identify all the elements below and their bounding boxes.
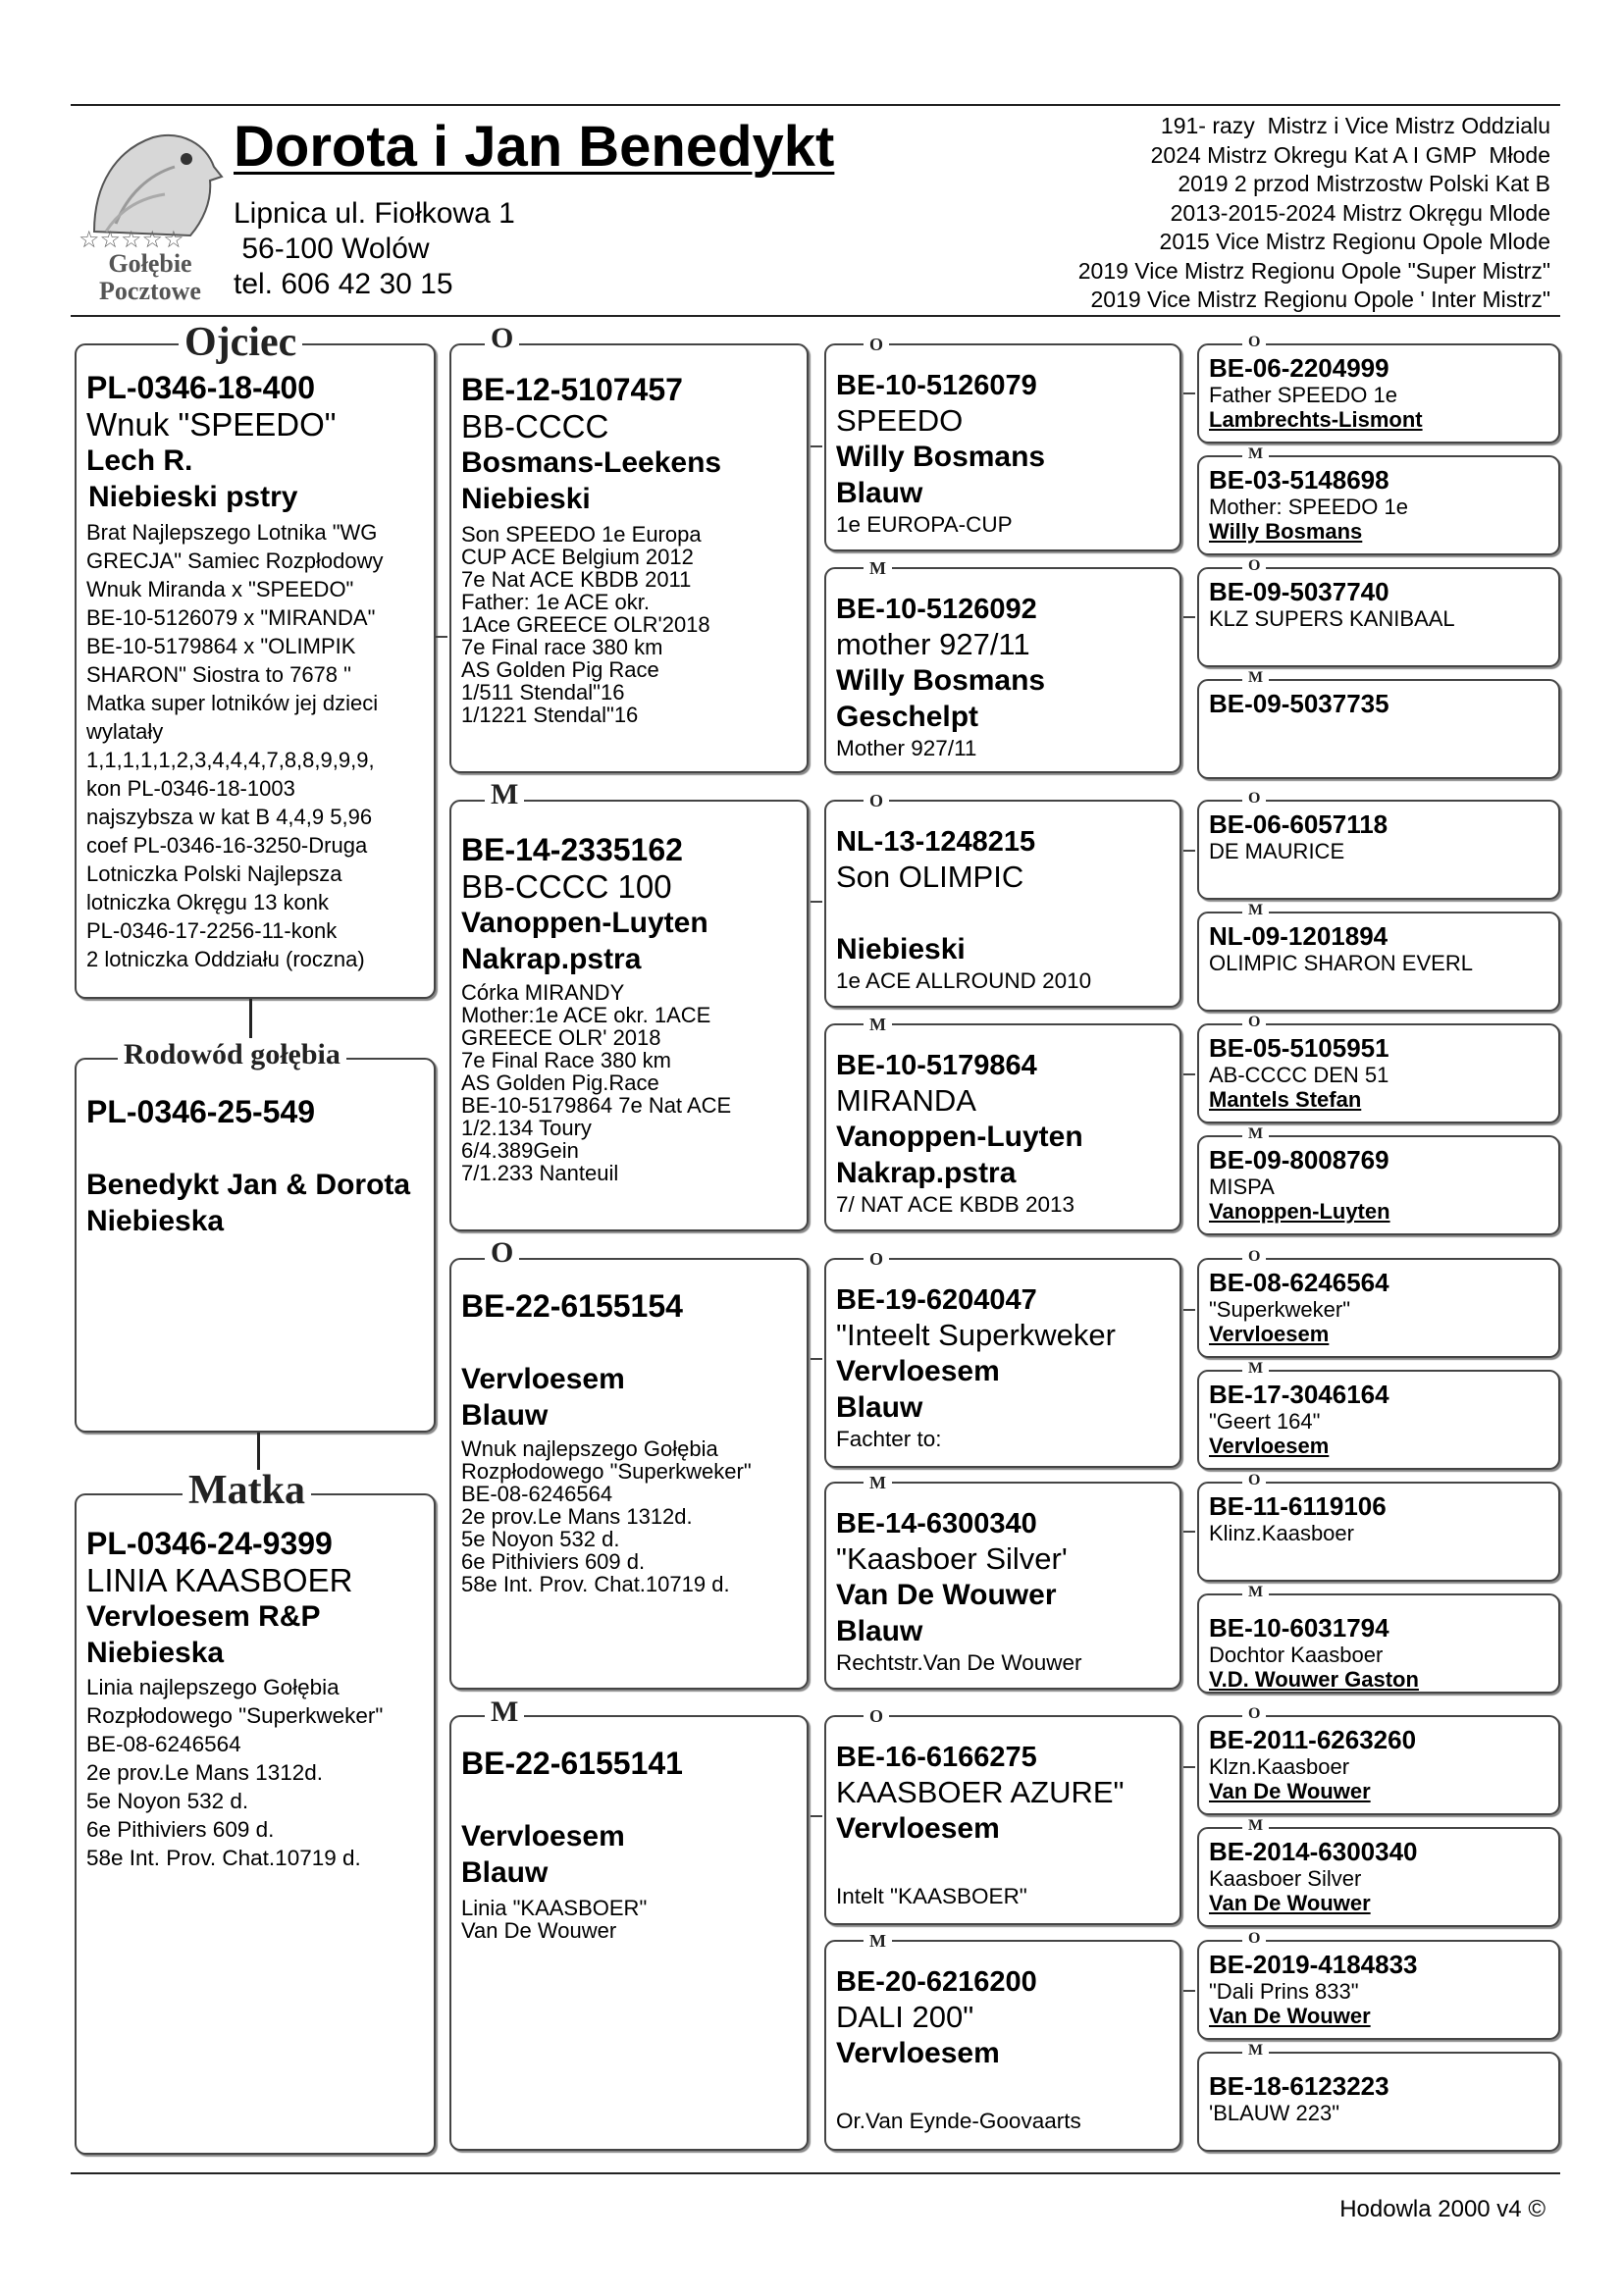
father-color: Niebieski pstry [88,481,298,513]
top-rule [71,104,1560,106]
mm-color: Blauw [461,1856,549,1889]
mf-ring: BE-22-6155154 [461,1288,683,1324]
g4-box-10 [1197,1370,1560,1470]
mf-box [449,1258,809,1690]
g4-info: 'BLAUW 223" [1209,2101,1340,2125]
g4-info: DE MAURICE [1209,839,1345,863]
label-o: O [1242,1473,1266,1488]
connector-tick [1183,1766,1195,1768]
g3-breeder: Vanoppen-Luyten [836,1121,1083,1153]
g4-ring: BE-18-6123223 [1209,2071,1389,2101]
label-o: O [1242,558,1266,574]
g4-info: MISPA [1209,1174,1275,1199]
g4-info: "Geert 164" [1209,1409,1321,1434]
g4-ring: BE-08-6246564 [1209,1268,1389,1297]
g4-owner: Van De Wouwer [1209,2004,1371,2028]
label-o: O [1242,1706,1266,1722]
label-rodowod: Rodowód gołębia [118,1040,346,1070]
g3-info: Mother 927/11 [836,736,977,760]
label-matka: Matka [183,1470,311,1511]
g3-ring: BE-20-6216200 [836,1966,1037,1998]
g3-box-8 [824,1940,1181,2151]
subject-box [75,1058,436,1433]
label-m: M [864,559,892,577]
connector-tick [811,445,822,447]
g3-info: 1e EUROPA-CUP [836,512,1013,537]
g3-info: 7/ NAT ACE KBDB 2013 [836,1192,1075,1217]
label-ojciec: Ojciec [179,322,302,363]
spacer [836,1847,1170,1883]
g4-info: Father SPEEDO 1e [1209,383,1397,407]
label-m: M [1242,1126,1269,1142]
g3-box-3 [824,800,1181,1008]
g4-ring: BE-06-6057118 [1209,809,1388,839]
g4-ring: BE-09-5037735 [1209,689,1389,718]
ff-breeder: Bosmans-Leekens [461,446,722,479]
g4-owner: Van De Wouwer [1209,1891,1371,1915]
mother-breeder: Vervloesem R&P [86,1600,321,1633]
g4-ring: BE-06-2204999 [1209,353,1389,383]
g4-info: Kaasboer Silver [1209,1866,1362,1891]
label-o: O [864,1250,889,1268]
spacer [461,1325,797,1361]
ff-info: Son SPEEDO 1e Europa CUP ACE Belgium 2012 7e Nat ACE KBDB 2011 Father: 1e ACE okr. 1Ace GREECE OLR'2018 7e Final race 380 km AS Golden Pig Race 1/511 Stendal"16 1/1221 Stendal"16 [461,522,710,727]
ff-ring: BE-12-5107457 [461,372,683,407]
g3-ring: BE-19-6204047 [836,1284,1037,1316]
connector-tick [1183,850,1195,852]
mf-info: Wnuk najlepszego Gołębia Rozpłodowego "Superkweker" BE-08-6246564 2e prov.Le Mans 1312d. 5e Noyon 532 d. 6e Pithiviers 609 d. 58e Int. Prov. Chat.10719 d. [461,1436,752,1596]
footer-rule [71,2172,1560,2174]
label-m: M [1242,670,1269,686]
g4-ring: BE-2011-6263260 [1209,1725,1417,1754]
mother-ring: PL-0346-24-9399 [86,1526,333,1561]
g3-ring: BE-10-5126092 [836,594,1037,625]
logo-text-line-2: Pocztowe [99,277,201,305]
g3-ring: NL-13-1248215 [836,826,1036,858]
mm-ring: BE-22-6155141 [461,1746,683,1781]
ff-name: BB-CCCC [461,408,609,444]
ff-color: Niebieski [461,483,591,515]
mm-info: Linia "KAASBOER" Van De Wouwer [461,1896,648,1943]
g4-box-16 [1197,2052,1560,2152]
g4-info: "Superkweker" [1209,1297,1351,1322]
label-m: M [864,1932,892,1950]
connector-tick [1183,1073,1195,1075]
g4-box-11 [1197,1482,1560,1582]
father-box [75,343,436,999]
g4-box-15 [1197,1940,1560,2040]
label-o: O [1242,1931,1266,1947]
connector-tick [811,1815,822,1817]
g3-name: mother 927/11 [836,627,1030,661]
g4-owner: Vervloesem [1209,1322,1330,1346]
g4-ring: NL-09-1201894 [1209,921,1388,951]
label-m: M [485,1697,524,1727]
subject-color: Niebieska [86,1205,225,1237]
fm-breeder: Vanoppen-Luyten [461,907,708,939]
label-o: O [1242,1249,1266,1265]
g4-owner: Vanoppen-Luyten [1209,1199,1390,1224]
g3-name: "Inteelt Superkweker [836,1318,1116,1352]
achievement: 2019 Vice Mistrz Regionu Opole ' Inter Mistrz" [1090,287,1550,312]
spacer [86,1130,424,1167]
label-m: M [864,1474,892,1491]
g3-info: Intelt "KAASBOER" [836,1884,1027,1908]
subject-ring: PL-0346-25-549 [86,1094,316,1129]
label-m: M [485,780,524,809]
fm-info: Córka MIRANDY Mother:1e ACE okr. 1ACE GREECE OLR' 2018 7e Final Race 380 km AS Golden Pig.Race BE-10-5179864 7e Nat ACE 1/2.134 Toury 6/4.389Gein 7/1.233 Nanteuil [461,980,732,1185]
label-m: M [1242,1585,1269,1600]
achievement: 2019 Vice Mistrz Regionu Opole "Super Mistrz" [1077,257,1550,284]
connector-tick [811,1358,822,1360]
g3-box-4 [824,1023,1181,1231]
g3-ring: BE-10-5126079 [836,370,1037,401]
father-ring: PL-0346-18-400 [86,370,316,405]
g4-owner: Lambrechts-Lismont [1209,407,1423,432]
label-o: O [864,1707,889,1725]
g3-name: MIRANDA [836,1083,976,1118]
connector-tick [436,636,447,638]
g4-ring: BE-2019-4184833 [1209,1950,1418,1979]
mf-breeder: Vervloesem [461,1363,625,1395]
label-m: M [1242,446,1269,462]
g3-info: Or.Van Eynde-Goovaarts [836,2109,1081,2133]
g3-box-5 [824,1258,1181,1468]
address-city: 56-100 Wolów [234,233,430,265]
g4-box-9 [1197,1258,1560,1358]
g4-info: Mother: SPEEDO 1e [1209,495,1408,519]
g3-breeder: Vervloesem [836,2037,1000,2069]
g3-info: Fachter to: [836,1427,942,1451]
g4-owner: Mantels Stefan [1209,1087,1362,1112]
father-name: Wnuk "SPEEDO" [86,406,337,443]
connector-tick [1183,1990,1195,1992]
connector-tick [1183,392,1195,394]
achievements-list [1078,112,1550,315]
g3-name: KAASBOER AZURE" [836,1775,1125,1809]
g4-ring: BE-03-5148698 [1209,465,1389,495]
breeder-name: Dorota i Jan Benedykt [234,115,835,179]
g4-owner: V.D. Wouwer Gaston [1209,1667,1419,1692]
g4-box-7 [1197,1023,1560,1123]
g4-owner: Van De Wouwer [1209,1779,1371,1803]
label-o: O [864,792,889,809]
label-o: O [864,336,889,353]
logo-text-line-1: Gołębie [108,249,192,278]
g3-ring: BE-14-6300340 [836,1508,1037,1539]
fm-name: BB-CCCC 100 [461,868,672,905]
mother-color: Niebieska [86,1637,225,1669]
achievement: 2015 Vice Mistrz Regionu Opole Mlode [1159,229,1550,254]
spacer [836,2071,1170,2108]
label-m: M [1242,903,1269,918]
connector-father-subject [249,999,252,1038]
g4-box-4 [1197,679,1560,779]
g3-name: SPEEDO [836,403,964,438]
mm-breeder: Vervloesem [461,1820,625,1852]
g4-ring: BE-10-6031794 [1209,1613,1389,1643]
g4-info: "Dali Prins 833" [1209,1979,1359,2004]
g3-breeder: Vervloesem [836,1355,1000,1387]
g4-ring: BE-2014-6300340 [1209,1837,1418,1866]
g4-owner: Willy Bosmans [1209,519,1363,544]
header-rule [71,315,1560,317]
label-o: O [485,324,519,353]
g4-box-8 [1197,1135,1560,1235]
g4-box-13 [1197,1715,1560,1815]
fm-color: Nakrap.pstra [461,943,642,975]
g4-ring: BE-05-5105951 [1209,1033,1389,1063]
g3-name: DALI 200" [836,2000,974,2034]
achievement: 2013-2015-2024 Mistrz Okręgu Mlode [1170,199,1550,226]
address-phone: tel. 606 42 30 15 [234,268,453,300]
g4-box-12 [1197,1593,1560,1694]
g3-breeder: Willy Bosmans [836,664,1046,697]
g4-ring: BE-17-3046164 [1209,1380,1389,1409]
g4-box-1 [1197,343,1560,444]
g3-breeder: Van De Wouwer [836,1579,1057,1611]
mother-info: Linia najlepszego Gołębia Rozpłodowego "Superkweker" BE-08-6246564 2e prov.Le Mans 1312d. 5e Noyon 532 d. 6e Pithiviers 609 d. 58e Int. Prov. Chat.10719 d. [86,1675,384,1870]
g3-info: 1e ACE ALLROUND 2010 [836,968,1092,993]
label-m: M [1242,1818,1269,1834]
connector-tick [1183,1309,1195,1311]
g3-color: Geschelpt [836,701,979,733]
father-breeder: Lech R. [86,444,193,477]
mm-box [449,1715,809,2151]
connector-tick [1183,1531,1195,1533]
achievement: 2019 2 przod Mistrzostw Polski Kat B [1178,171,1550,196]
spacer [461,1782,797,1818]
g4-box-3 [1197,567,1560,667]
pigeon-logo [77,116,224,312]
g4-box-6 [1197,912,1560,1012]
achievement: 191- razy Mistrz i Vice Mistrz Oddzialu [1160,113,1550,138]
g4-ring: BE-09-5037740 [1209,577,1389,606]
g3-box-1 [824,343,1181,551]
achievement: 2024 Mistrz Okregu Kat A I GMP Młode [1150,141,1550,168]
g3-breeder: Willy Bosmans [836,441,1046,473]
g3-ring: BE-16-6166275 [836,1742,1037,1773]
spacer [836,895,1170,931]
svg-text:☆☆☆☆☆: ☆☆☆☆☆ [79,226,184,253]
g4-owner: Vervloesem [1209,1434,1330,1458]
connector-tick [1183,616,1195,618]
g3-info: Rechtstr.Van De Wouwer [836,1650,1082,1675]
g3-color: Blauw [836,1391,923,1424]
subject-owner: Benedykt Jan & Dorota [86,1169,411,1201]
g4-box-14 [1197,1827,1560,1927]
address-street: Lipnica ul. Fiołkowa 1 [234,197,515,230]
label-o: O [485,1238,519,1268]
ff-box [449,343,809,773]
mother-box [75,1493,436,2155]
g4-ring: BE-09-8008769 [1209,1145,1389,1174]
g4-info: Klinz.Kaasboer [1209,1521,1354,1545]
g3-name: "Kaasboer Silver' [836,1541,1068,1576]
mother-name: LINIA KAASBOER [86,1562,353,1598]
g3-color: Niebieski [836,933,966,965]
label-m: M [1242,2043,1269,2059]
label-o: O [1242,791,1266,807]
g3-color: Blauw [836,477,923,509]
connector-tick [811,901,822,903]
g4-info: KLZ SUPERS KANIBAAL [1209,606,1455,631]
g4-ring: BE-11-6119106 [1209,1491,1387,1521]
g3-color: Blauw [836,1615,923,1647]
g4-info: OLIMPIC SHARON EVERL [1209,951,1473,975]
label-o: O [1242,1015,1266,1030]
g3-ring: BE-10-5179864 [836,1050,1037,1081]
g3-box-2 [824,567,1181,773]
fm-ring: BE-14-2335162 [461,832,683,867]
g4-box-5 [1197,800,1560,900]
g3-color: Nakrap.pstra [836,1157,1017,1189]
g3-box-7 [824,1715,1181,1925]
g4-info: Klzn.Kaasboer [1209,1754,1350,1779]
footer-text: Hodowla 2000 v4 © [1339,2196,1545,2222]
g4-box-2 [1197,455,1560,555]
father-info: Brat Najlepszego Lotnika "WG GRECJA" Samiec Rozpłodowy Wnuk Miranda x "SPEEDO" BE-10-5126079 x "MIRANDA" BE-10-5179864 x "OLIMPIK SHARON" Siostra to 7678 " Matka super lotników jej dzieci wylatały 1,1,1,1,1,2,3,4,4,4,7,8,8,9,9,9, kon PL-0346-18-1003 najszybsza w kat B 4,4,9 5,96 coef PL-0346-16-3250-Druga Lotniczka Polski Najlepsza lotniczka Okręgu 13 konk PL-0346-17-2256-11-konk 2 lotniczka Oddziału (roczna) [86,520,384,971]
g4-info: Dochtor Kaasboer [1209,1643,1384,1667]
g3-name: Son OLIMPIC [836,860,1024,894]
label-m: M [1242,1361,1269,1377]
fm-box [449,800,809,1231]
breeder-address [234,196,515,302]
g4-info: AB-CCCC DEN 51 [1209,1063,1389,1087]
label-m: M [864,1016,892,1033]
mf-color: Blauw [461,1399,549,1432]
label-o: O [1242,335,1266,350]
g3-breeder: Vervloesem [836,1812,1000,1845]
g3-box-6 [824,1482,1181,1690]
